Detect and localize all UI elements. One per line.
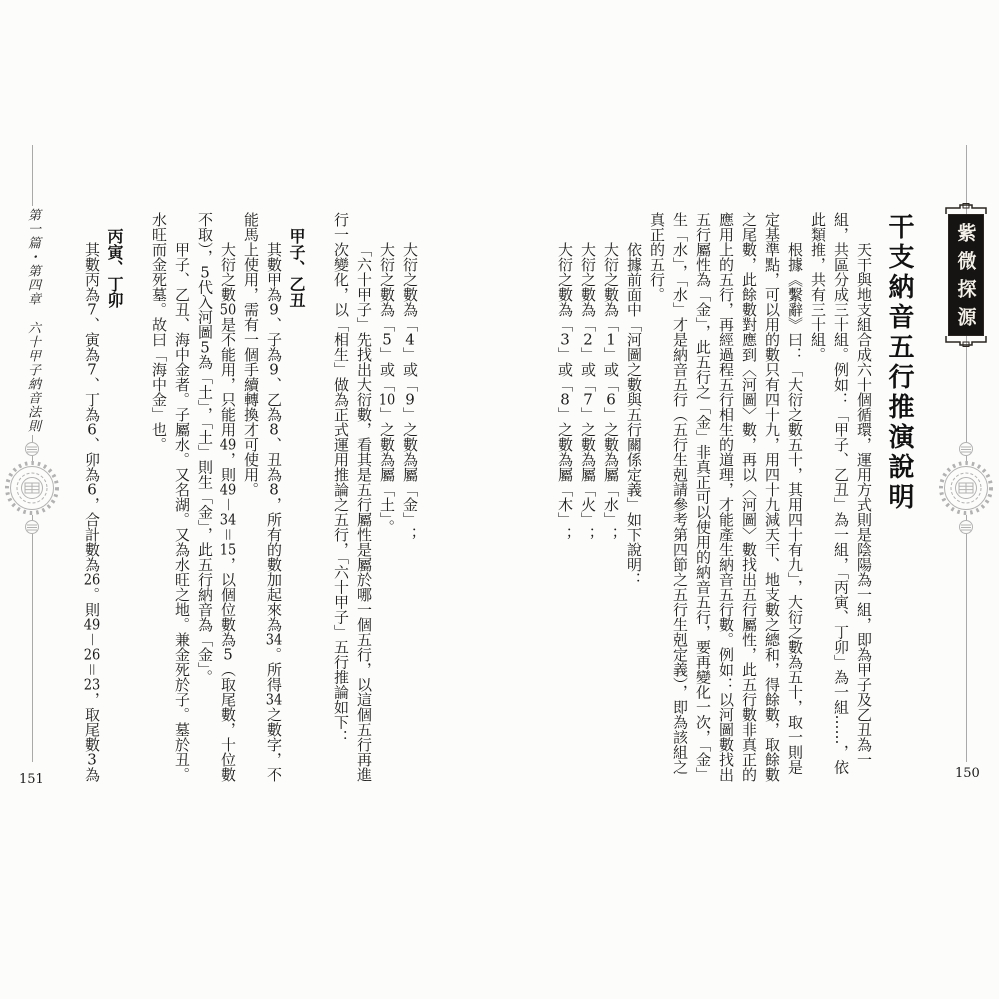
paragraph: 天干與地支組合成六十個循環，運用方式則是陰陽為一組，即為甲子及乙丑為一組，共區分成三十組。例如：「甲子、乙丑」為一組，「丙寅、丁卯」為一組……，依此類推，共有三十組。 xyxy=(809,212,873,775)
paragraph: 甲子、乙丑、海中金者。子屬水。又名湖。又為水旺之地。兼金死於子。墓於丑。水旺而金死墓。故曰「海中金」也。 xyxy=(150,212,191,782)
sidebar-chapter-label xyxy=(23,206,42,435)
paragraph: 「六十甲子」先找出大衍數，看其是五行屬性是屬於哪一個五行，以這個五行再進行一次變化，以「相生」做為正式運用推論之五行，「六十甲子」五行推論如下： xyxy=(332,212,373,782)
rosette-ornament-icon xyxy=(938,440,994,536)
right-page-body xyxy=(553,212,875,784)
seal-banner-wrap xyxy=(941,203,991,347)
section-heading-jiazi-yichou: 甲子、乙丑 xyxy=(287,228,306,308)
list-item-dayan-wood: 大衍之數為「3」或「8」之數為屬「木」； xyxy=(556,242,574,542)
paragraph: 其數甲為9、子為9、乙為8、丑為8，所有的數加起來為34。所得34之數字，不能馬上使用，需有一個手續轉換才可使用。 xyxy=(242,212,283,782)
seal-banner xyxy=(948,214,984,336)
list-item-dayan-fire: 大衍之數為「2」或「7」之數為屬「火」； xyxy=(579,242,597,542)
sidebar-chapter-name: 六十甲子納音法則 xyxy=(25,321,40,433)
seal-top-ornament-icon xyxy=(941,203,991,214)
list-item-dayan-water: 大衍之數為「1」或「6」之數為屬「水」； xyxy=(602,242,620,542)
list-item-dayan-earth: 大衍之數為「5」或「10」之數為屬「土」。 xyxy=(378,242,396,535)
page-number-right: 150 xyxy=(955,766,980,781)
paragraph: 大衍之數50是不能用，只能用49，則49－34＝15，以個位數為5（取尾數，十位數不取），5代入河圖5為「土」，「土」則生「金」，此五行納音為「金」。 xyxy=(196,212,237,783)
paragraph: 根據《繫辭》曰：「大衍之數五十，其用四十有九」，大衍之數為五十，取一則是定基準點，可以用的數只有四十九，用四十九減天干、地支數之總和，得餘數，取餘數之尾數，此餘數對應到〈河圖〉數，再以〈河圖〉數找出五行屬性，此五行數非真正的應用上的五行，再經過程五行相生的道理，才能產生納音五行數。例如：以河圖數找出五行屬性為「金」，此五行之「金」非真正可以使用的納音五行，要再變化一次，「金」生「水」，「水」才是納音五行（五行生剋請參考第四節之五行生剋定義），即為該組之真正的五行。 xyxy=(648,212,804,782)
paragraph: 依據前面中「河圖之數與五行關係定義」如下說明： xyxy=(625,242,643,587)
left-page-body xyxy=(80,212,421,784)
list-item-dayan-metal: 大衍之數為「4」或「9」之數為屬「金」； xyxy=(401,242,419,542)
section-heading-bingyin-dingmao: 丙寅、丁卯 xyxy=(105,228,124,308)
rosette-ornament-icon xyxy=(4,440,60,536)
seal-title: 紫微探源 xyxy=(954,223,977,335)
seal-bottom-ornament-icon xyxy=(941,336,991,347)
paragraph: 其數丙為7、寅為7、丁為6、卯為6，合計數為26。則49－26＝23，取尾數3為 xyxy=(83,242,101,783)
page-number-left: 151 xyxy=(19,772,44,787)
sidebar-part-label: 第一篇・第四章 xyxy=(25,208,40,306)
page-title: 干支納音五行推演說明 xyxy=(884,213,914,513)
